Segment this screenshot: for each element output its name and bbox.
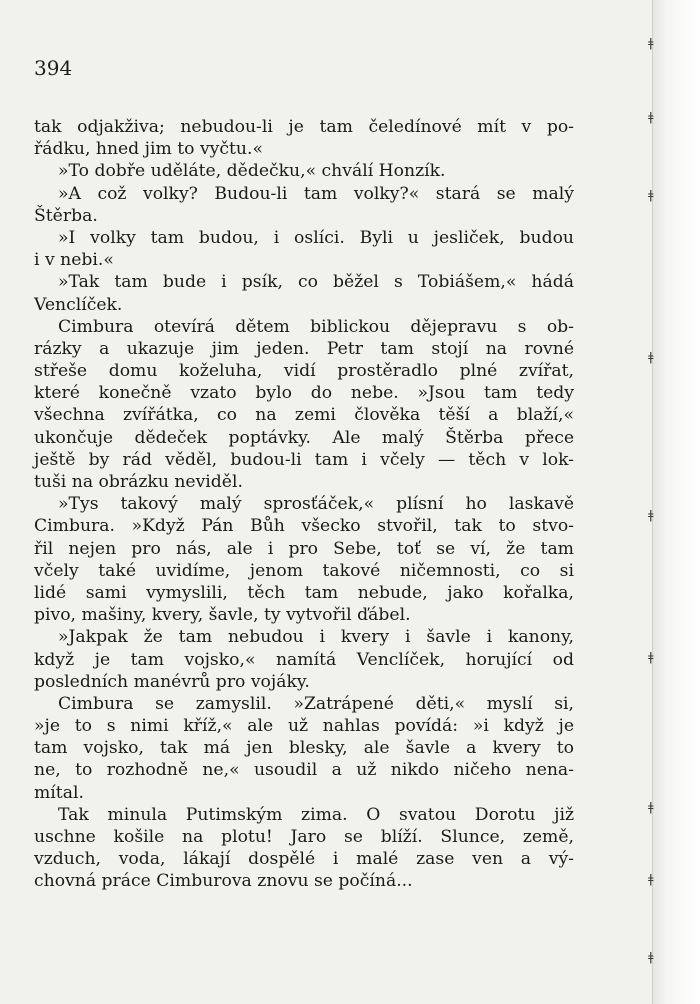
binding-stitch: ǂ <box>648 110 654 124</box>
text-line: »Tys takový malý sprosťáček,« plísní ho laskavě <box>58 494 574 515</box>
text-line: když je tam vojsko,« namítá Venclíček, horující od <box>34 649 574 670</box>
text-line: chovná práce Cimburova znovu se počíná... <box>34 871 413 892</box>
text-line: Venclíček. <box>34 294 123 315</box>
page-number: 394 <box>34 56 73 80</box>
text-line: posledních manévrů pro vojáky. <box>34 671 310 692</box>
binding-stitch: ǂ <box>648 950 654 964</box>
page-text <box>34 116 574 893</box>
book-binding <box>652 0 700 1004</box>
text-line: »A což volky? Budou-li tam volky?« stará se malý <box>58 183 574 204</box>
text-line: ještě by rád věděl, budou-li tam i včely — těch v lok- <box>34 449 574 470</box>
text-line: ukončuje dědeček poptávky. Ale malý Štěrba přece <box>34 427 574 448</box>
binding-stitch: ǂ <box>648 800 654 814</box>
binding-stitch: ǂ <box>648 508 654 522</box>
text-line: které konečně vzato bylo do nebe. »Jsou tam tedy <box>34 383 574 404</box>
text-line: uschne košile na plotu! Jaro se blíží. Slunce, země, <box>34 827 574 847</box>
text-line: vzduch, voda, lákají dospělé i malé zase ven a vý- <box>34 849 574 870</box>
text-line: »Jakpak že tam nebudou i kvery i šavle i kanony, <box>58 627 574 648</box>
text-line: Cimbura. »Když Pán Bůh všecko stvořil, tak to stvo- <box>34 516 574 537</box>
text-line: všechna zvířátka, co na zemi člověka těší a blaží,« <box>34 405 574 426</box>
text-line: tuši na obrázku neviděl. <box>34 472 243 492</box>
text-line: řil nejen pro nás, ale i pro Sebe, toť se ví, že tam <box>34 538 574 559</box>
binding-stitch: ǂ <box>648 350 654 364</box>
text-line: střeše domu koželuha, vidí prostěradlo plné zvířat, <box>34 361 574 382</box>
text-line: tak odjakživa; nebudou-li je tam čeledínové mít v po- <box>34 117 574 137</box>
text-line: rázky a ukazuje jim jeden. Petr tam stojí na rovné <box>34 338 574 359</box>
text-line: včely také uvidíme, jenom takové ničemnosti, co si <box>34 560 574 581</box>
text-line: »je to s nimi kříž,« ale už nahlas povídá: »i když je <box>34 716 574 737</box>
text-line: i v nebi.« <box>34 250 114 271</box>
text-line: »To dobře uděláte, dědečku,« chválí Honzík. <box>58 161 446 182</box>
text-line: Cimbura otevírá dětem biblickou dějepravu s ob- <box>58 316 574 337</box>
text-line: Cimbura se zamyslil. »Zatrápené děti,« myslí si, <box>58 693 574 714</box>
binding-stitch: ǂ <box>648 36 654 50</box>
binding-stitch: ǂ <box>648 188 654 202</box>
text-line: řádku, hned jim to vyčtu.« <box>34 139 263 160</box>
text-line: ne, to rozhodně ne,« usoudil a už nikdo ničeho nena- <box>34 760 574 781</box>
text-line: »I volky tam budou, i oslíci. Byli u jesliček, budou <box>58 227 574 248</box>
binding-stitch: ǂ <box>648 650 654 664</box>
text-line: pivo, mašiny, kvery, šavle, ty vytvořil ďábel. <box>34 605 411 626</box>
text-line: mítal. <box>34 782 84 803</box>
text-line: lidé sami vymyslili, těch tam nebude, jako kořalka, <box>34 582 574 603</box>
text-line: Štěrba. <box>34 205 98 226</box>
text-line: »Tak tam bude i psík, co běžel s Tobiášem,« hádá <box>58 272 574 293</box>
text-line: tam vojsko, tak má jen blesky, ale šavle a kvery to <box>34 738 574 759</box>
text-line: Tak minula Putimským zima. O svatou Dorotu již <box>58 804 574 825</box>
binding-stitch: ǂ <box>648 872 654 886</box>
